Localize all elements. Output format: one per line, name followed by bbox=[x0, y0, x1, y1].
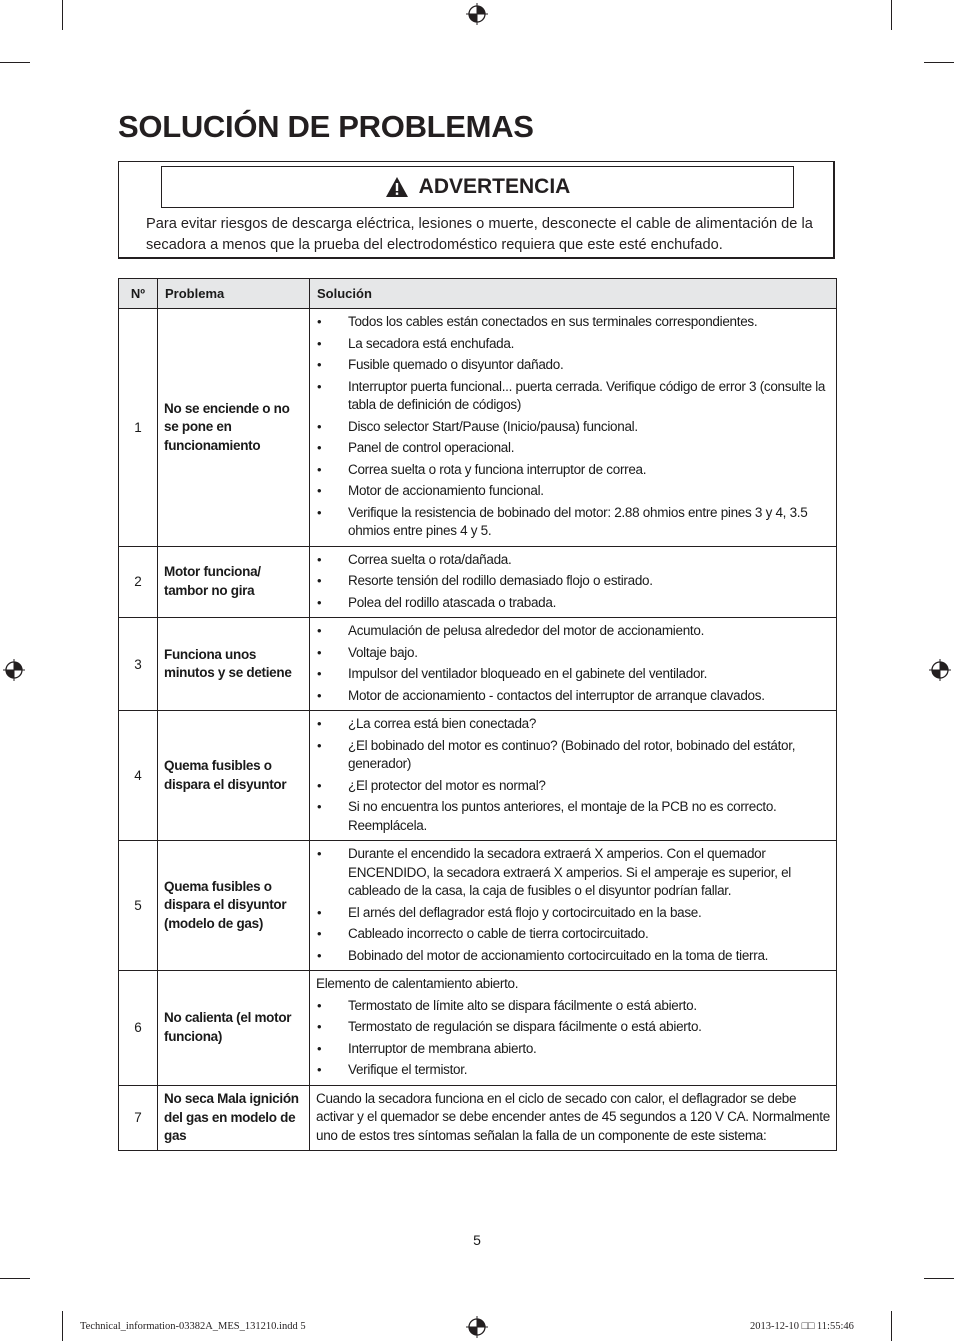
row-number: 6 bbox=[119, 971, 158, 1086]
troubleshooting-table bbox=[118, 278, 837, 1151]
table-row bbox=[119, 546, 837, 618]
table-row bbox=[119, 618, 837, 711]
list-item: • Termostato de límite alto se dispara fácilmente o está abierto. bbox=[316, 997, 832, 1016]
row-number: 3 bbox=[119, 618, 158, 711]
problem-cell: Quema fusibles o dispara el disyuntor (modelo de gas) bbox=[158, 841, 310, 971]
list-item: • Bobinado del motor de accionamiento cortocircuitado en la toma de tierra. bbox=[316, 947, 832, 966]
registration-mark-icon bbox=[929, 659, 951, 681]
crop-mark bbox=[924, 1278, 954, 1279]
list-item: • Todos los cables están conectados en sus terminales correspondientes. bbox=[316, 313, 832, 332]
crop-mark bbox=[891, 0, 892, 30]
list-item: • El arnés del deflagrador está flojo y cortocircuitado en la base. bbox=[316, 904, 832, 923]
solution-intro: Elemento de calentamiento abierto. bbox=[316, 976, 519, 991]
table-row bbox=[119, 309, 837, 547]
solution-intro: Cuando la secadora funciona en el ciclo de secado con calor, el deflagrador se debe activar y el quemador se debe encender antes de 45 segundos a 120 V CA. Normalmente uno de estos tres síntomas señalan la falla de un componente de este sistema: bbox=[316, 1090, 830, 1143]
header-num: Nº bbox=[119, 279, 158, 309]
solution-list bbox=[316, 845, 832, 965]
solution-cell bbox=[310, 1085, 837, 1151]
registration-mark-icon bbox=[3, 659, 25, 681]
list-item: • Correa suelta o rota y funciona interruptor de correa. bbox=[316, 461, 832, 480]
crop-mark bbox=[924, 62, 954, 63]
solution-list bbox=[316, 551, 832, 613]
row-number: 2 bbox=[119, 546, 158, 618]
solution-cell bbox=[310, 309, 837, 547]
footer-file: Technical_information-03382A_MES_131210.indd 5 bbox=[80, 1321, 306, 1332]
list-item: • Si no encuentra los puntos anteriores, el montaje de la PCB no es correcto. Reemplácela. bbox=[316, 798, 832, 835]
page-number: 5 bbox=[473, 1232, 481, 1248]
problem-cell: No seca Mala ignición del gas en modelo de gas bbox=[158, 1085, 310, 1151]
list-item: • Acumulación de pelusa alrededor del motor de accionamiento. bbox=[316, 622, 832, 641]
problem-cell: Quema fusibles o dispara el disyuntor bbox=[158, 711, 310, 841]
crop-mark bbox=[0, 1278, 30, 1279]
list-item: • Motor de accionamiento - contactos del interruptor de arranque clavados. bbox=[316, 687, 832, 706]
solution-list bbox=[316, 997, 832, 1080]
list-item: • Polea del rodillo atascada o trabada. bbox=[316, 594, 832, 613]
list-item: • Fusible quemado o disyuntor dañado. bbox=[316, 356, 832, 375]
crop-mark bbox=[0, 62, 30, 63]
list-item: • Verifique la resistencia de bobinado del motor: 2.88 ohmios entre pines 3 y 4, 3.5 ohmios entre pines 4 y 5. bbox=[316, 504, 832, 541]
problem-cell: No se enciende o no se pone en funcionamiento bbox=[158, 309, 310, 547]
list-item: • Disco selector Start/Pause (Inicio/pausa) funcional. bbox=[316, 418, 832, 437]
list-item: • Panel de control operacional. bbox=[316, 439, 832, 458]
footer-timestamp: 2013-12-10 □□ 11:55:46 bbox=[750, 1321, 854, 1332]
table-row bbox=[119, 971, 837, 1086]
list-item: • Verifique el termistor. bbox=[316, 1061, 832, 1080]
list-item: • Impulsor del ventilador bloqueado en el gabinete del ventilador. bbox=[316, 665, 832, 684]
header-solution: Solución bbox=[310, 279, 837, 309]
solution-cell bbox=[310, 618, 837, 711]
solution-list bbox=[316, 313, 832, 541]
crop-mark bbox=[62, 1311, 63, 1341]
list-item: • ¿El bobinado del motor es continuo? (Bobinado del rotor, bobinado del estátor, generador) bbox=[316, 737, 832, 774]
warning-triangle-icon bbox=[385, 176, 409, 198]
list-item: • Cableado incorrecto o cable de tierra cortocircuitado. bbox=[316, 925, 832, 944]
warning-text: Para evitar riesgos de descarga eléctrica, lesiones o muerte, desconecte el cable de alimentación de la secadora a menos que la prueba del electrodoméstico requiera que este esté enchufado. bbox=[146, 216, 813, 253]
list-item: • ¿La correa está bien conectada? bbox=[316, 715, 832, 734]
table-row bbox=[119, 711, 837, 841]
solution-cell bbox=[310, 971, 837, 1086]
warning-heading: ADVERTENCIA bbox=[418, 175, 571, 198]
row-number: 7 bbox=[119, 1085, 158, 1151]
row-number: 5 bbox=[119, 841, 158, 971]
problem-cell: Motor funciona/ tambor no gira bbox=[158, 546, 310, 618]
list-item: • Durante el encendido la secadora extraerá X amperios. Con el quemador ENCENDIDO, la secadora extraerá X amperios. Si el amperaje es superior, el cableado de la casa, la caja de fusibles o el disyuntor podrían fallar. bbox=[316, 845, 832, 901]
list-item: • Interruptor puerta funcional... puerta cerrada. Verifique código de error 3 (consulte la tabla de definición de códigos) bbox=[316, 378, 832, 415]
warning-box bbox=[118, 161, 835, 259]
solution-cell bbox=[310, 711, 837, 841]
list-item: • Termostato de regulación se dispara fácilmente o está abierto. bbox=[316, 1018, 832, 1037]
crop-mark bbox=[62, 0, 63, 30]
page-title: SOLUCIÓN DE PROBLEMAS bbox=[118, 109, 534, 144]
row-number: 1 bbox=[119, 309, 158, 547]
list-item: • Interruptor de membrana abierto. bbox=[316, 1040, 832, 1059]
row-number: 4 bbox=[119, 711, 158, 841]
header-problem: Problema bbox=[158, 279, 310, 309]
crop-mark bbox=[891, 1311, 892, 1341]
list-item: • Resorte tensión del rodillo demasiado flojo o estirado. bbox=[316, 572, 832, 591]
list-item: • ¿El protector del motor es normal? bbox=[316, 777, 832, 796]
list-item: • Motor de accionamiento funcional. bbox=[316, 482, 832, 501]
solution-cell bbox=[310, 841, 837, 971]
list-item: • Voltaje bajo. bbox=[316, 644, 832, 663]
table-header-row bbox=[119, 279, 837, 309]
solution-list bbox=[316, 715, 832, 835]
solution-list bbox=[316, 622, 832, 705]
solution-cell bbox=[310, 546, 837, 618]
problem-cell: No calienta (el motor funciona) bbox=[158, 971, 310, 1086]
table-row bbox=[119, 841, 837, 971]
list-item: • La secadora está enchufada. bbox=[316, 335, 832, 354]
warning-header bbox=[161, 166, 794, 208]
list-item: • Correa suelta o rota/dañada. bbox=[316, 551, 832, 570]
problem-cell: Funciona unos minutos y se detiene bbox=[158, 618, 310, 711]
registration-mark-icon bbox=[466, 3, 488, 25]
registration-mark-icon bbox=[466, 1316, 488, 1338]
table-row bbox=[119, 1085, 837, 1151]
